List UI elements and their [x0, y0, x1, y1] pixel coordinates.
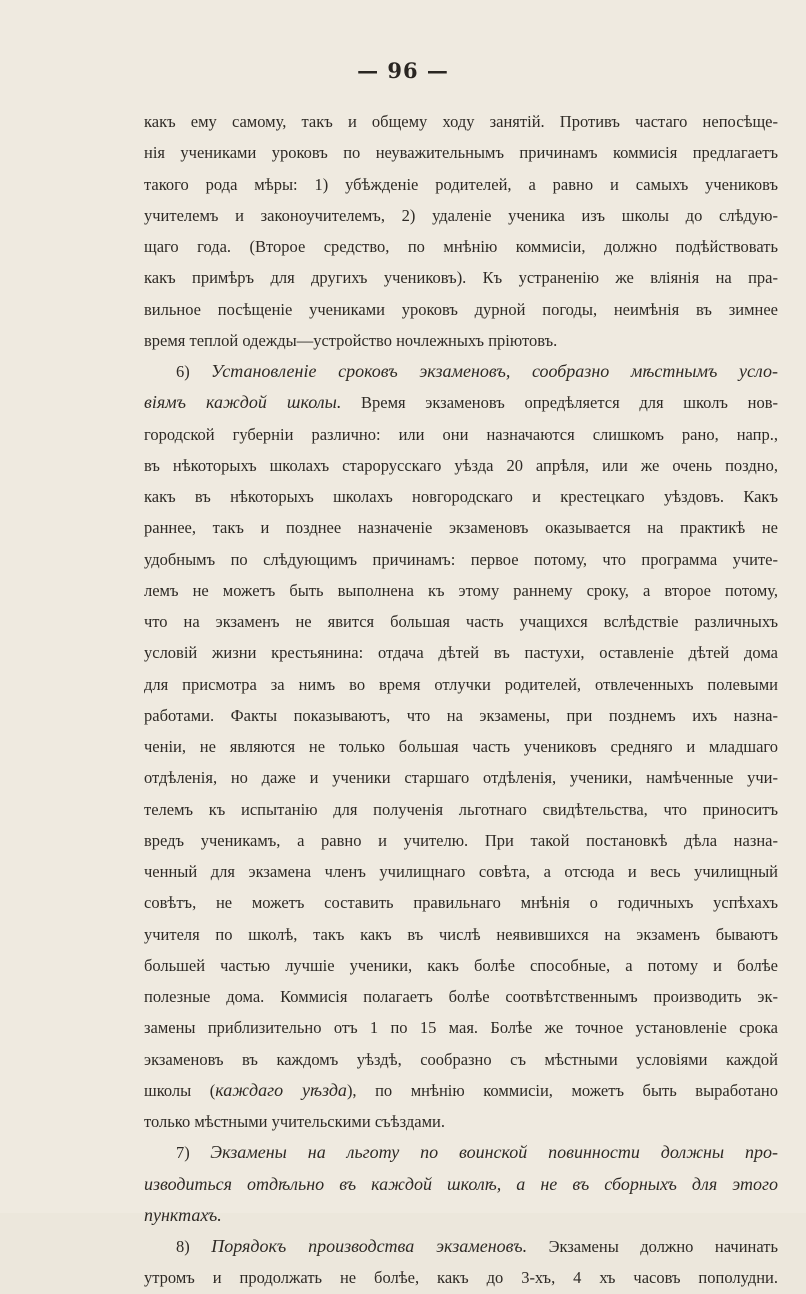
text-run: какъ ему самому, такъ и общему ходу занятій. Противъ частаго непосѣще- [144, 112, 778, 131]
text-line [144, 762, 778, 793]
text-line [144, 1075, 778, 1106]
text-line [144, 1012, 778, 1043]
text-run: совѣтъ, не можетъ составить правильнаго мнѣнія о годичныхъ успѣхахъ [144, 893, 778, 913]
text-line [144, 825, 778, 856]
text-line [144, 137, 778, 168]
text-run: какъ примѣръ для другихъ учениковъ). Къ устраненію же вліянія на пра- [144, 268, 778, 288]
text-run: большей частью лучшіе ученики, какъ болѣе способные, а потому и болѣе [144, 955, 778, 975]
text-line [144, 512, 778, 543]
text-run: для присмотра за нимъ во время отлучки родителей, отвлеченныхъ полевыми [144, 674, 778, 694]
text-run: школы ( [144, 1080, 216, 1100]
text-run: городской губерніи различно: или они назначаются слишкомъ рано, напр., [144, 424, 778, 444]
text-line [144, 950, 778, 981]
text-run: условій жизни крестьянина: отдача дѣтей въ пастухи, оставленіе дѣтей дома [144, 643, 778, 663]
text-line [144, 1169, 778, 1200]
italic-text: Порядокъ производства экзаменовъ. [211, 1236, 528, 1256]
text-line [144, 1137, 778, 1168]
text-run: отдѣленія, но даже и ученики старшаго отдѣленія, ученики, намѣченные учи- [144, 768, 778, 788]
text-run: вредъ ученикамъ, а равно и учителю. При такой постановкѣ дѣла назна- [144, 830, 778, 850]
text-run: Время экзаменовъ опредѣляется для школъ нов- [341, 393, 778, 413]
text-line [144, 450, 778, 481]
italic-text: изводиться отдѣльно въ каждой школѣ, а не въ сборныхъ для этого [144, 1173, 778, 1194]
text-line [144, 106, 778, 137]
text-line [144, 231, 778, 262]
text-line [144, 481, 778, 512]
text-run: учителя по школѣ, такъ какъ въ числѣ неявившихся на экзаменъ бываютъ [144, 924, 778, 944]
text-line [144, 1262, 778, 1293]
text-run: телемъ къ испытанію для полученія льготнаго свидѣтельства, что приноситъ [144, 799, 778, 819]
text-run: учителемъ и законоучителемъ, 2) удаленіе ученика изъ школы до слѣдую- [144, 205, 778, 225]
text-run: нія учениками уроковъ по неуважительнымъ причинамъ коммисія предлагаетъ [144, 143, 778, 163]
text-line [144, 981, 778, 1012]
text-run: ченный для экзамена членъ училищнаго совѣта, а отсюда и весь училищный [144, 862, 778, 881]
text-line [144, 387, 778, 418]
text-run: ченіи, не являются не только большая часть учениковъ средняго и младшаго [144, 737, 778, 756]
italic-text: віямъ каждой школы. [144, 392, 342, 413]
text-line [144, 919, 778, 950]
text-line [144, 1106, 778, 1137]
text-run: замены приблизительно отъ 1 по 15 мая. Болѣе же точное установленіе срока [144, 1018, 778, 1038]
italic-text: Экзамены на льготу по воинской повинности должны про- [210, 1142, 778, 1163]
text-line [144, 544, 778, 575]
text-run: лемъ не можетъ быть выполнена къ этому раннему сроку, а второе потому, [144, 580, 778, 600]
text-run: 6) [176, 362, 212, 381]
text-run: утромъ и продолжать не болѣе, какъ до 3-хъ, 4 хъ часовъ пополудни. [144, 1268, 778, 1288]
text-line [144, 325, 778, 356]
text-run: раннее, такъ и позднее назначеніе экзаменовъ оказывается на практикѣ не [144, 518, 778, 538]
text-run: только мѣстными учительскими съѣздами. [144, 1112, 445, 1131]
text-run: 7) [176, 1143, 211, 1163]
text-run: полезные дома. Коммисія полагаетъ болѣе соотвѣтственнымъ производить эк- [144, 987, 778, 1006]
text-line [144, 419, 778, 450]
italic-text: пунктахъ. [144, 1204, 222, 1225]
text-line [144, 606, 778, 637]
text-run: что на экзаменъ не явится большая часть учащихся вслѣдствіе различныхъ [144, 612, 778, 631]
text-run: ), по мнѣнію коммисіи, можетъ быть выработано [346, 1080, 778, 1100]
text-run: вильное посѣщеніе учениками уроковъ дурной погоды, неимѣнія въ зимнее [144, 299, 778, 319]
text-run: 8) [176, 1237, 212, 1256]
text-line [144, 262, 778, 293]
text-run: такого рода мѣры: 1) убѣжденіе родителей, а равно и самыхъ учениковъ [144, 174, 778, 194]
text-line [144, 669, 778, 700]
page-body-text [144, 106, 778, 1294]
text-line [144, 169, 778, 200]
page-number: — 96 — [357, 58, 449, 83]
text-run: экзаменовъ въ каждомъ уѣздѣ, сообразно съ мѣстными условіями каждой [144, 1049, 778, 1069]
italic-text: Установленіе сроковъ экзаменовъ, сообразно мѣстнымъ усло- [211, 361, 778, 381]
text-line [144, 1231, 778, 1262]
text-line [144, 637, 778, 668]
text-line [144, 575, 778, 606]
text-run: Экзамены должно начинать [527, 1237, 778, 1256]
text-line [144, 700, 778, 731]
text-line [144, 356, 778, 387]
italic-text: каждаго уѣзда [215, 1079, 347, 1100]
text-line [144, 1044, 778, 1075]
text-line [144, 294, 778, 325]
text-run: какъ въ нѣкоторыхъ школахъ новгородскаго и крестецкаго уѣздовъ. Какъ [144, 487, 778, 506]
text-run: въ нѣкоторыхъ школахъ старорусскаго уѣзда 20 апрѣля, или же очень поздно, [144, 455, 778, 475]
text-line [144, 856, 778, 887]
text-line [144, 794, 778, 825]
text-line [144, 731, 778, 762]
text-run: щаго года. (Второе средство, по мнѣнію коммисіи, должно подѣйствовать [144, 237, 778, 256]
text-line [144, 887, 778, 918]
text-run: время теплой одежды—устройство ночлежныхъ пріютовъ. [144, 330, 558, 350]
text-run: работами. Факты показываютъ, что на экзамены, при позднемъ ихъ назна- [144, 705, 778, 725]
text-line [144, 200, 778, 231]
text-run: удобнымъ по слѣдующимъ причинамъ: первое потому, что программа учите- [144, 549, 778, 569]
text-line [144, 1200, 778, 1231]
